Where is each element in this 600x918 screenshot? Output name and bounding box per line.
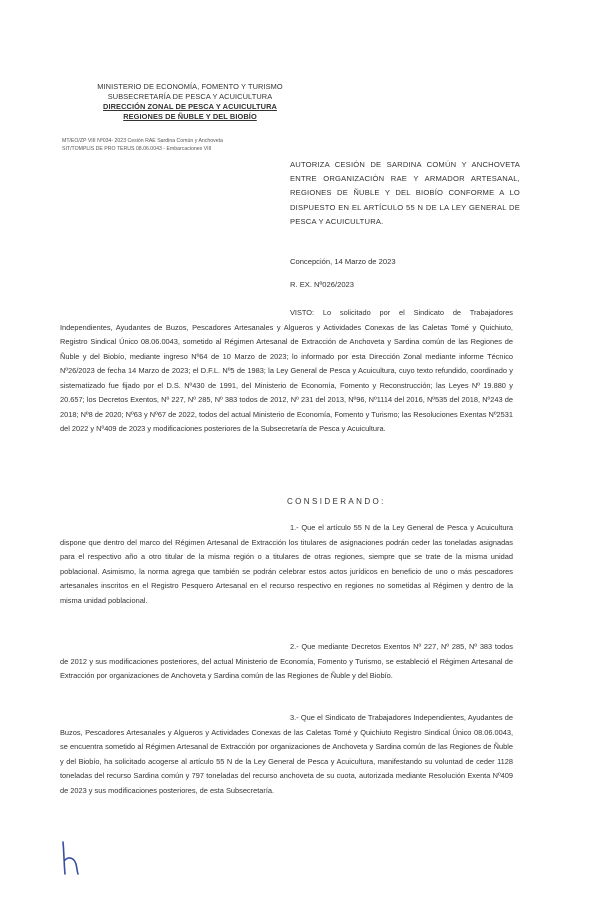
directorate-name: DIRECCIÓN ZONAL DE PESCA Y ACUICULTURA <box>103 102 277 111</box>
reference-line-2: SIT/TOMPLIS DE PRO TERUS 08.06.0043 - Embarcaciones VIII <box>62 145 212 152</box>
regions-name: REGIONES DE ÑUBLE Y DEL BIOBÍO <box>123 112 257 121</box>
reference-line-1: MT/EO/ZP VIII Nº034- 2023 Cesión RAE Sardina Común y Anchoveta <box>62 138 223 144</box>
handwritten-initial-mark <box>58 838 84 878</box>
resolution-number: R. EX. Nº026/2023 <box>290 280 354 289</box>
letterhead <box>60 82 320 122</box>
undersecretariat-name: SUBSECRETARÍA DE PESCA Y ACUICULTURA <box>107 92 273 101</box>
ministry-name: MINISTERIO DE ECONOMÍA, FOMENTO Y TURISMO <box>97 82 283 91</box>
considerando-1: 1.- Que el artículo 55 N de la Ley General de Pesca y Acuicultura dispone que dentro del marco del Régimen Artesanal de Extracción los titulares de asignaciones podrán ceder las toneladas asignadas para el respectivo año a otro titular de la misma región o a titulares de otras regiones, siempre que se trate de la misma unidad poblacional. Asimismo, la norma agrega que también se podrán celebrar estos actos jurídicos en beneficio de uno o más pescadores artesanales inscritos en el Registro Pesquero Artesanal en el recurso respectivo en regiones no sometidas al Régimen y dentro de la misma unidad poblacional. <box>60 523 513 605</box>
resolution-subject: AUTORIZA CESIÓN DE SARDINA COMÚN Y ANCHOVETA ENTRE ORGANIZACIÓN RAE Y ARMADOR ARTESANAL, REGIONES DE ÑUBLE Y DEL BIOBÍO CONFORME A LO DISPUESTO EN EL ARTÍCULO 55 N DE LA LEY GENERAL DE PESCA Y ACUICULTURA. <box>290 160 520 226</box>
visto-paragraph: VISTO: Lo solicitado por el Sindicato de Trabajadores Independientes, Ayudantes de Buzos, Pescadores Artesanales y Algueros y Actividades Conexas de las Caletas Tomé y Quichiuto, Registro Sindical Único 08.06.0043, sometido al Régimen Artesanal de Extracción de Anchoveta y Sardina común de las Regiones de Ñuble y del Biobío, mediante ingreso Nº64 de 10 Marzo de 2023; lo informado por esta Dirección Zonal mediante informe Técnico Nº26/2023 de fecha 14 Marzo de 2023; el D.F.L. Nº5 de 1983; la Ley General de Pesca y Acuicultura, cuyo texto refundido, coordinado y sistematizado fue fijado por el D.S. Nº430 de 1991, del Ministerio de Economía, Fomento y Reconstrucción; las Leyes Nº 19.880 y 20.657; los Decretos Exentos, Nº 227, Nº 285, Nº 383 todos de 2012, Nº 231 del 2013, Nº96, Nº1114 del 2016, Nº535 del 2018, Nº243 de 2018; Nº8 de 2020; Nº63 y Nº67 de 2022, todos del actual Ministerio de Economía, Fomento y Turismo; las Resoluciones Exentas Nº2531 del 2022 y Nº409 de 2023 y modificaciones posteriores de la Subsecretaría de Pesca y Acuicultura. <box>60 308 513 434</box>
considerando-3: 3.- Que el Sindicato de Trabajadores Independientes, Ayudantes de Buzos, Pescadores Artesanales y Algueros y Actividades Conexas de las Caletas Tomé y Quichiuto Registro Sindical Único 08.06.0043, se encuentra sometido al Régimen Artesanal de Extracción por organizaciones de Anchoveta y Sardina común de las Regiones de Ñuble y del Biobío, ha solicitado acogerse al artículo 55 N de la Ley General de Pesca y Acuicultura, manifestando su voluntad de ceder 1128 toneladas del recurso Sardina común y 797 toneladas del recurso anchoveta de su cuota, autorizada mediante Resolución Exenta Nº409 de 2023 y sus modificaciones posteriores, de esta Subsecretaría. <box>60 713 513 795</box>
considerando-heading: CONSIDERANDO: <box>287 497 386 506</box>
issue-date: Concepción, 14 Marzo de 2023 <box>290 257 396 266</box>
reference-codes <box>62 138 322 153</box>
considerando-2: 2.- Que mediante Decretos Exentos Nº 227, Nº 285, Nº 383 todos de 2012 y sus modificaciones posteriores, del actual Ministerio de Economía, Fomento y Turismo, se estableció el Régimen Artesanal de Extracción por organizaciones de Anchoveta y Sardina común de las Regiones de Ñuble y del Biobío. <box>60 642 513 681</box>
